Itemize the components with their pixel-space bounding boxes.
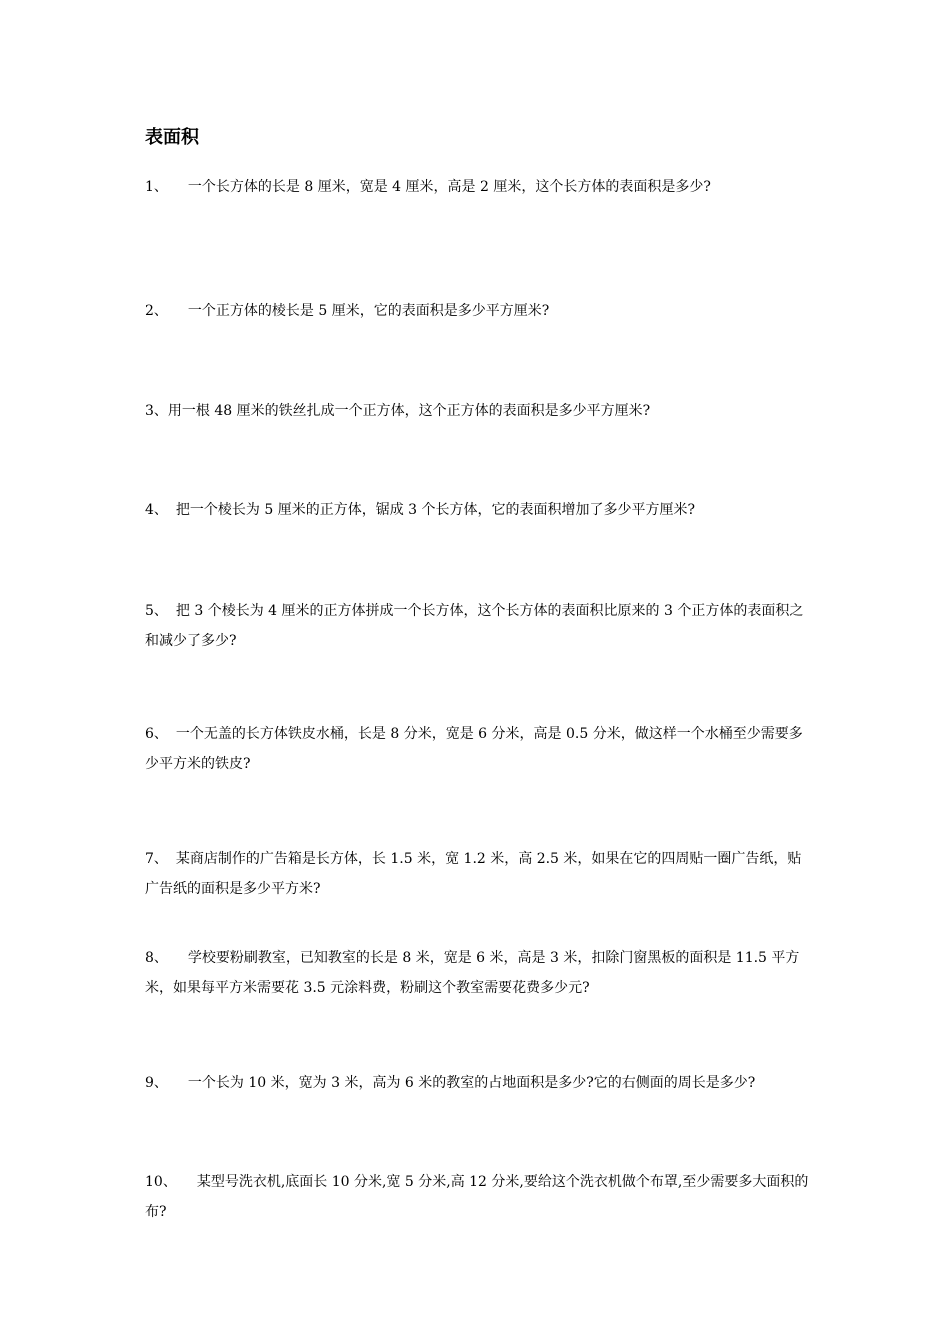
question-4	[145, 495, 810, 525]
question-6	[145, 719, 810, 779]
question-1	[145, 172, 810, 202]
question-number: 6、	[145, 726, 168, 742]
question-text: 把 3 个棱长为 4 厘米的正方体拼成一个长方体，这个长方体的表面积比原来的 3 个正方体的表面积之和减少了多少?	[145, 603, 804, 649]
question-text: 某商店制作的广告箱是长方体，长 1.5 米，宽 1.2 米，高 2.5 米，如果在它的四周贴一圈广告纸，贴广告纸的面积是多少平方米?	[145, 851, 802, 897]
question-number: 9、	[145, 1075, 168, 1091]
question-text: 一个无盖的长方体铁皮水桶，长是 8 分米，宽是 6 分米，高是 0.5 分米，做这样一个水桶至少需要多少平方米的铁皮?	[145, 726, 803, 772]
question-3	[145, 396, 810, 426]
question-number: 5、	[145, 603, 168, 619]
question-number: 1、	[145, 179, 168, 195]
question-number: 3、	[145, 403, 168, 419]
question-8	[145, 943, 810, 1003]
question-text: 一个长为 10 米，宽为 3 米，高为 6 米的教室的占地面积是多少?它的右侧面的周长是多少?	[187, 1075, 756, 1091]
question-number: 10、	[145, 1174, 177, 1190]
question-9	[145, 1068, 810, 1098]
question-number: 2、	[145, 303, 168, 319]
question-text: 把一个棱长为 5 厘米的正方体，锯成 3 个长方体，它的表面积增加了多少平方厘米?	[175, 502, 696, 518]
question-10	[145, 1167, 810, 1227]
question-text: 一个长方体的长是 8 厘米，宽是 4 厘米，高是 2 厘米，这个长方体的表面积是多少?	[187, 179, 711, 195]
question-number: 8、	[145, 950, 168, 966]
question-7	[145, 844, 810, 904]
question-text: 用一根 48 厘米的铁丝扎成一个正方体，这个正方体的表面积是多少平方厘米?	[167, 403, 651, 419]
question-text: 一个正方体的棱长是 5 厘米，它的表面积是多少平方厘米?	[187, 303, 550, 319]
question-number: 7、	[145, 851, 168, 867]
question-text: 某型号洗衣机,底面长 10 分米,宽 5 分米,高 12 分米,要给这个洗衣机做个布罩,至少需要多大面积的布?	[145, 1174, 809, 1220]
question-5	[145, 596, 810, 656]
question-2	[145, 296, 810, 326]
page-title: 表面积	[145, 127, 199, 148]
question-text: 学校要粉刷教室，已知教室的长是 8 米，宽是 6 米，高是 3 米，扣除门窗黑板的面积是 11.5 平方米，如果每平方米需要花 3.5 元涂料费，粉刷这个教室需要花费多少元?	[145, 950, 800, 996]
question-number: 4、	[145, 502, 168, 518]
